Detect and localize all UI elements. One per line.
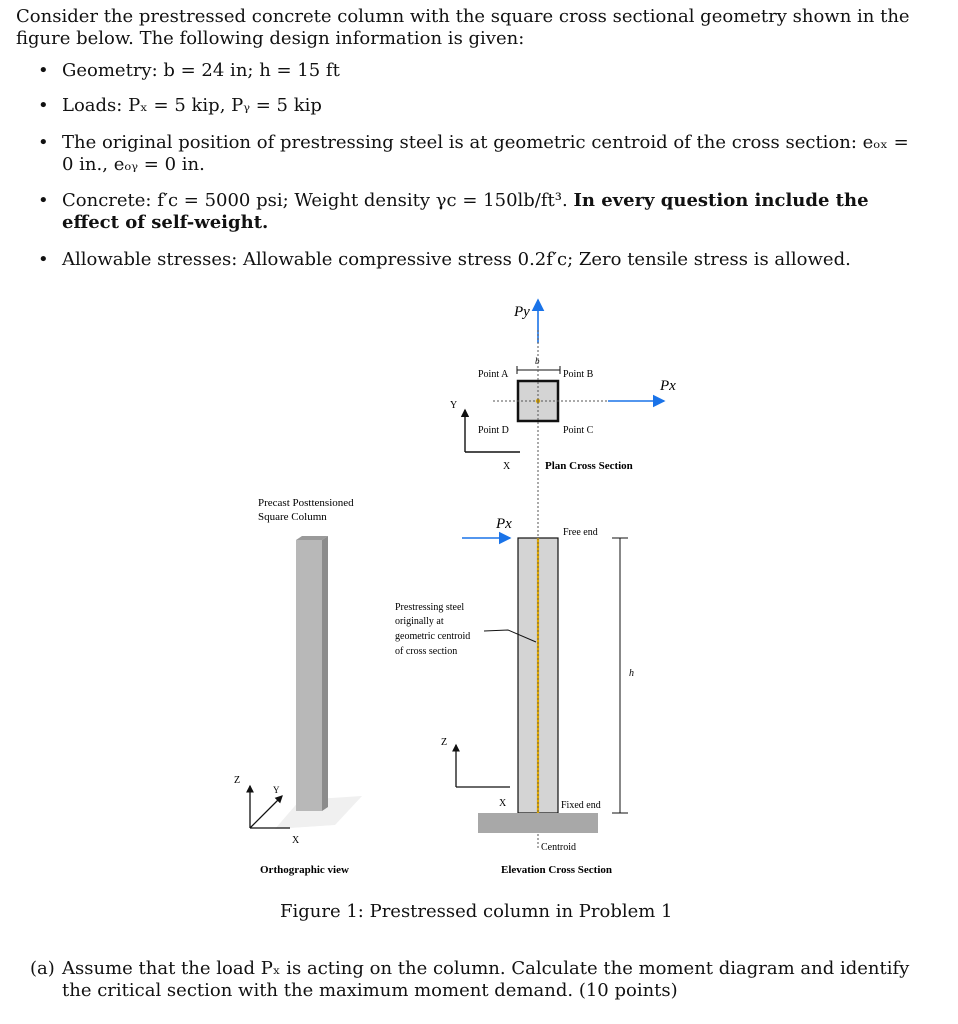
steel-label-3: geometric centroid	[395, 631, 471, 642]
question-text: Assume that the load Pₓ is acting on the column. Calculate the moment diagram and identify the critical section with the maximum moment demand. (10 points)	[62, 958, 910, 1001]
self-weight-note: In every question include the effect of self-weight.	[62, 190, 869, 233]
elev-title: Elevation Cross Section	[501, 864, 613, 876]
figure-caption: Figure 1: Prestressed column in Problem 1	[280, 901, 673, 922]
elev-axis-x: X	[499, 798, 507, 809]
point-b: Point B	[563, 369, 594, 380]
px-label-plan: Px	[660, 378, 676, 394]
steel-label-1: Prestressing steel	[395, 602, 465, 613]
ortho-axis-y: Y	[273, 785, 280, 795]
question-a	[30, 958, 910, 1002]
elev-axis-z: Z	[441, 737, 448, 748]
elevation-cross-section	[395, 516, 634, 876]
point-d: Point D	[478, 425, 509, 436]
question-label: (a)	[30, 958, 55, 979]
plan-axis-x: X	[503, 461, 511, 472]
concrete-item	[38, 190, 918, 234]
allowable-stress-item: • Allowable stresses: Allowable compressive stress 0.2f′c; Zero tensile stress is allowed.	[38, 249, 918, 271]
foundation-base	[478, 813, 598, 833]
px-label-elev: Px	[496, 516, 512, 532]
precast-label-1: Precast Posttensioned	[258, 497, 354, 509]
b-label: b	[535, 356, 540, 366]
plan-cross-section	[450, 300, 676, 850]
design-info-list	[38, 60, 918, 271]
centroid-label: Centroid	[541, 842, 576, 853]
precast-label-2: Square Column	[258, 511, 327, 523]
geometry-item: • Geometry: b = 24 in; h = 15 ft	[38, 60, 918, 82]
orthographic-view	[234, 497, 362, 876]
steel-label-2: originally at	[395, 616, 444, 627]
point-a: Point A	[478, 369, 509, 380]
free-end-label: Free end	[563, 527, 598, 538]
py-label: Py	[514, 304, 530, 320]
fixed-end-label: Fixed end	[561, 800, 601, 811]
steel-position-item: • The original position of prestressing steel is at geometric centroid of the cross section: eₒₓ = 0 in., eₒᵧ = 0 in.	[38, 132, 918, 176]
h-label: h	[629, 668, 634, 679]
problem-intro: Consider the prestressed concrete column with the square cross sectional geometry shown in the figure below. The following design information is given:	[16, 6, 910, 49]
ortho-title: Orthographic view	[260, 864, 349, 876]
ortho-column	[296, 540, 322, 811]
point-c: Point C	[563, 425, 594, 436]
concrete-text: Concrete: f′c = 5000 psi; Weight density γc = 150lb/ft³.	[62, 190, 568, 211]
loads-item: • Loads: Pₓ = 5 kip, Pᵧ = 5 kip	[38, 95, 918, 117]
column-figure	[0, 280, 958, 890]
plan-axis-y: Y	[450, 400, 458, 411]
steel-label-4: of cross section	[395, 646, 458, 657]
plan-title: Plan Cross Section	[545, 460, 633, 472]
ortho-axis-z: Z	[234, 775, 241, 786]
ortho-axis-x: X	[292, 835, 300, 846]
